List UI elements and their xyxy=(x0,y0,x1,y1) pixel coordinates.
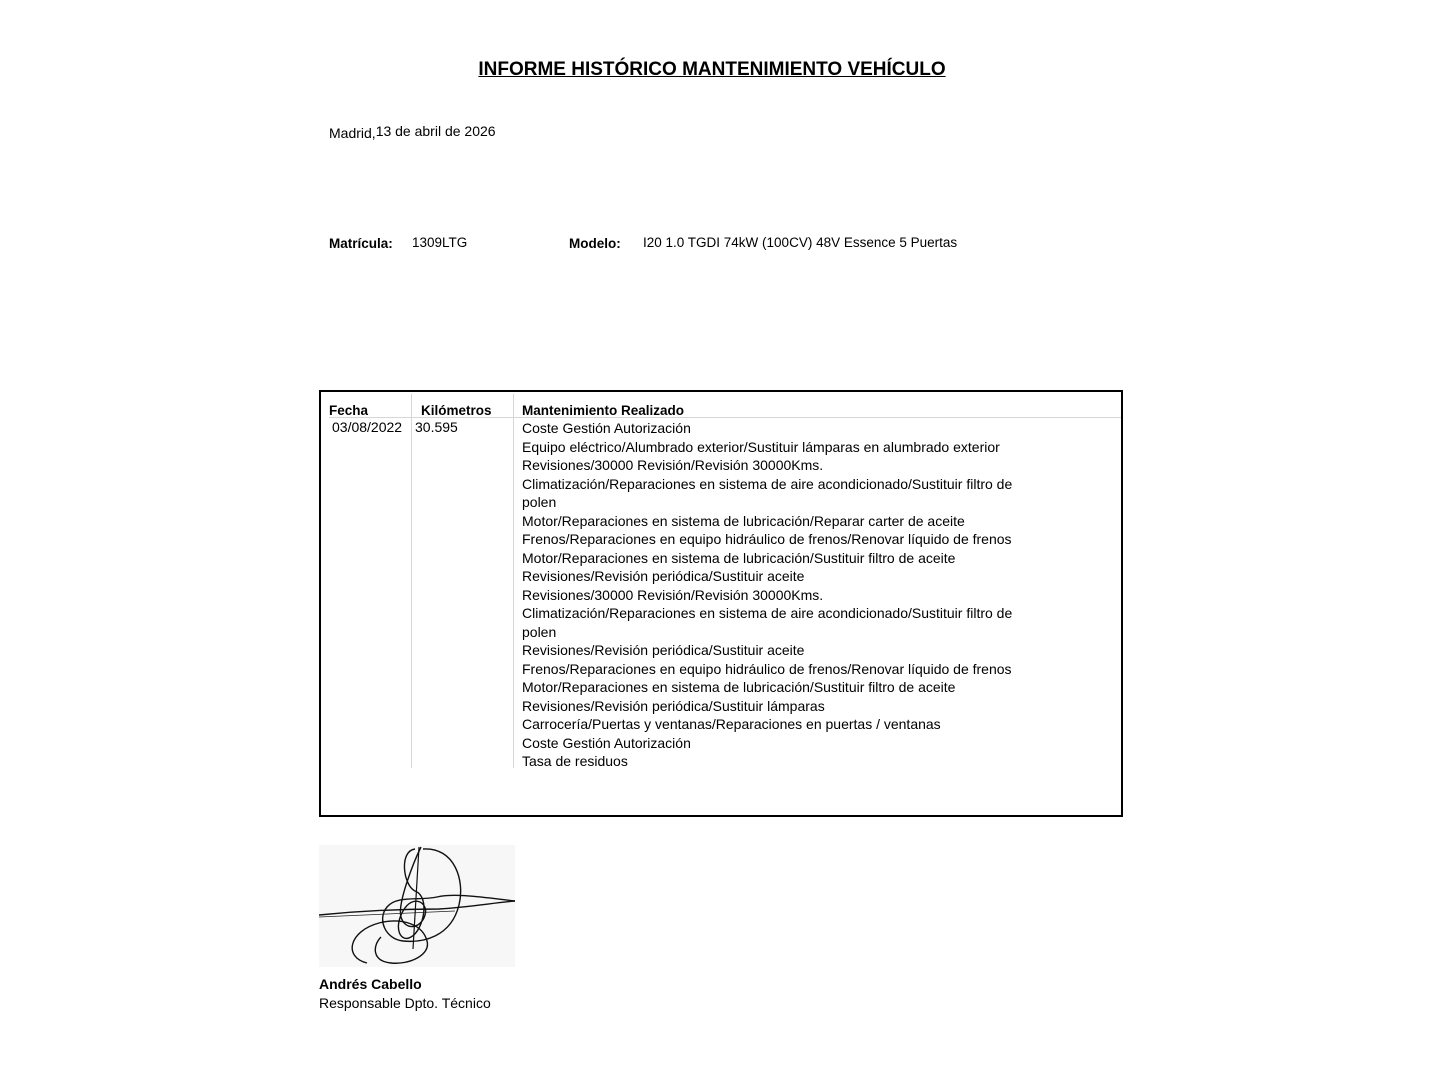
header-date: Fecha xyxy=(329,403,369,418)
model-label: Modelo: xyxy=(569,236,621,251)
model-value: I20 1.0 TGDI 74kW (100CV) 48V Essence 5 Puertas xyxy=(643,235,958,250)
maintenance-item: Motor/Reparaciones en sistema de lubricación/Sustituir filtro de aceite xyxy=(522,549,956,566)
maintenance-item: Coste Gestión Autorización xyxy=(522,420,691,436)
plate-value: 1309LTG xyxy=(412,235,468,250)
maintenance-items xyxy=(522,419,1022,771)
maintenance-item: Motor/Reparaciones en sistema de lubricación/Reparar carter de aceite xyxy=(522,512,965,529)
maintenance-item: Motor/Reparaciones en sistema de lubricación/Sustituir filtro de aceite xyxy=(522,679,956,695)
header-maintenance: Mantenimiento Realizado xyxy=(522,403,685,418)
column-divider xyxy=(411,394,412,768)
header-km: Kilómetros xyxy=(421,403,492,418)
maintenance-item: Revisiones/30000 Revisión/Revisión 30000Kms. xyxy=(522,457,824,473)
maintenance-table xyxy=(319,390,1123,817)
maintenance-item: Coste Gestión Autorización xyxy=(522,734,691,751)
row-date: 03/08/2022 xyxy=(332,419,403,435)
place-date xyxy=(329,124,496,140)
maintenance-item: Revisiones/Revisión periódica/Sustituir aceite xyxy=(522,642,805,658)
maintenance-item: polen xyxy=(522,623,557,640)
maintenance-item: Climatización/Reparaciones en sistema de aire acondicionado/Sustituir filtro de xyxy=(522,605,1013,621)
signature-drawing xyxy=(319,845,515,967)
maintenance-item: Carrocería/Puertas y ventanas/Reparaciones en puertas / ventanas xyxy=(522,716,941,732)
report-date: 13 de abril de 2026 xyxy=(375,123,496,139)
maintenance-item: Frenos/Reparaciones en equipo hidráulico de frenos/Renovar líquido de frenos xyxy=(522,660,1012,677)
maintenance-item: Frenos/Reparaciones en equipo hidráulico de frenos/Renovar líquido de frenos xyxy=(522,531,1012,547)
maintenance-item: Equipo eléctrico/Alumbrado exterior/Sustituir lámparas en alumbrado exterior xyxy=(522,438,1000,455)
maintenance-item: Tasa de residuos xyxy=(522,753,628,769)
signer-name: Andrés Cabello xyxy=(319,976,422,992)
report-title: INFORME HISTÓRICO MANTENIMIENTO VEHÍCULO xyxy=(478,59,946,80)
signer-role: Responsable Dpto. Técnico xyxy=(319,995,491,1011)
row-km: 30.595 xyxy=(415,419,458,435)
column-divider xyxy=(513,394,514,768)
maintenance-item: Revisiones/Revisión periódica/Sustituir aceite xyxy=(522,568,805,584)
signature xyxy=(319,845,515,967)
maintenance-item: Revisiones/Revisión periódica/Sustituir lámparas xyxy=(522,697,825,714)
plate-label: Matrícula: xyxy=(329,236,393,251)
place: Madrid, xyxy=(329,125,376,141)
maintenance-item: Revisiones/30000 Revisión/Revisión 30000Kms. xyxy=(522,586,824,603)
maintenance-item: Climatización/Reparaciones en sistema de aire acondicionado/Sustituir filtro de xyxy=(522,475,1013,492)
maintenance-item: polen xyxy=(522,494,557,510)
